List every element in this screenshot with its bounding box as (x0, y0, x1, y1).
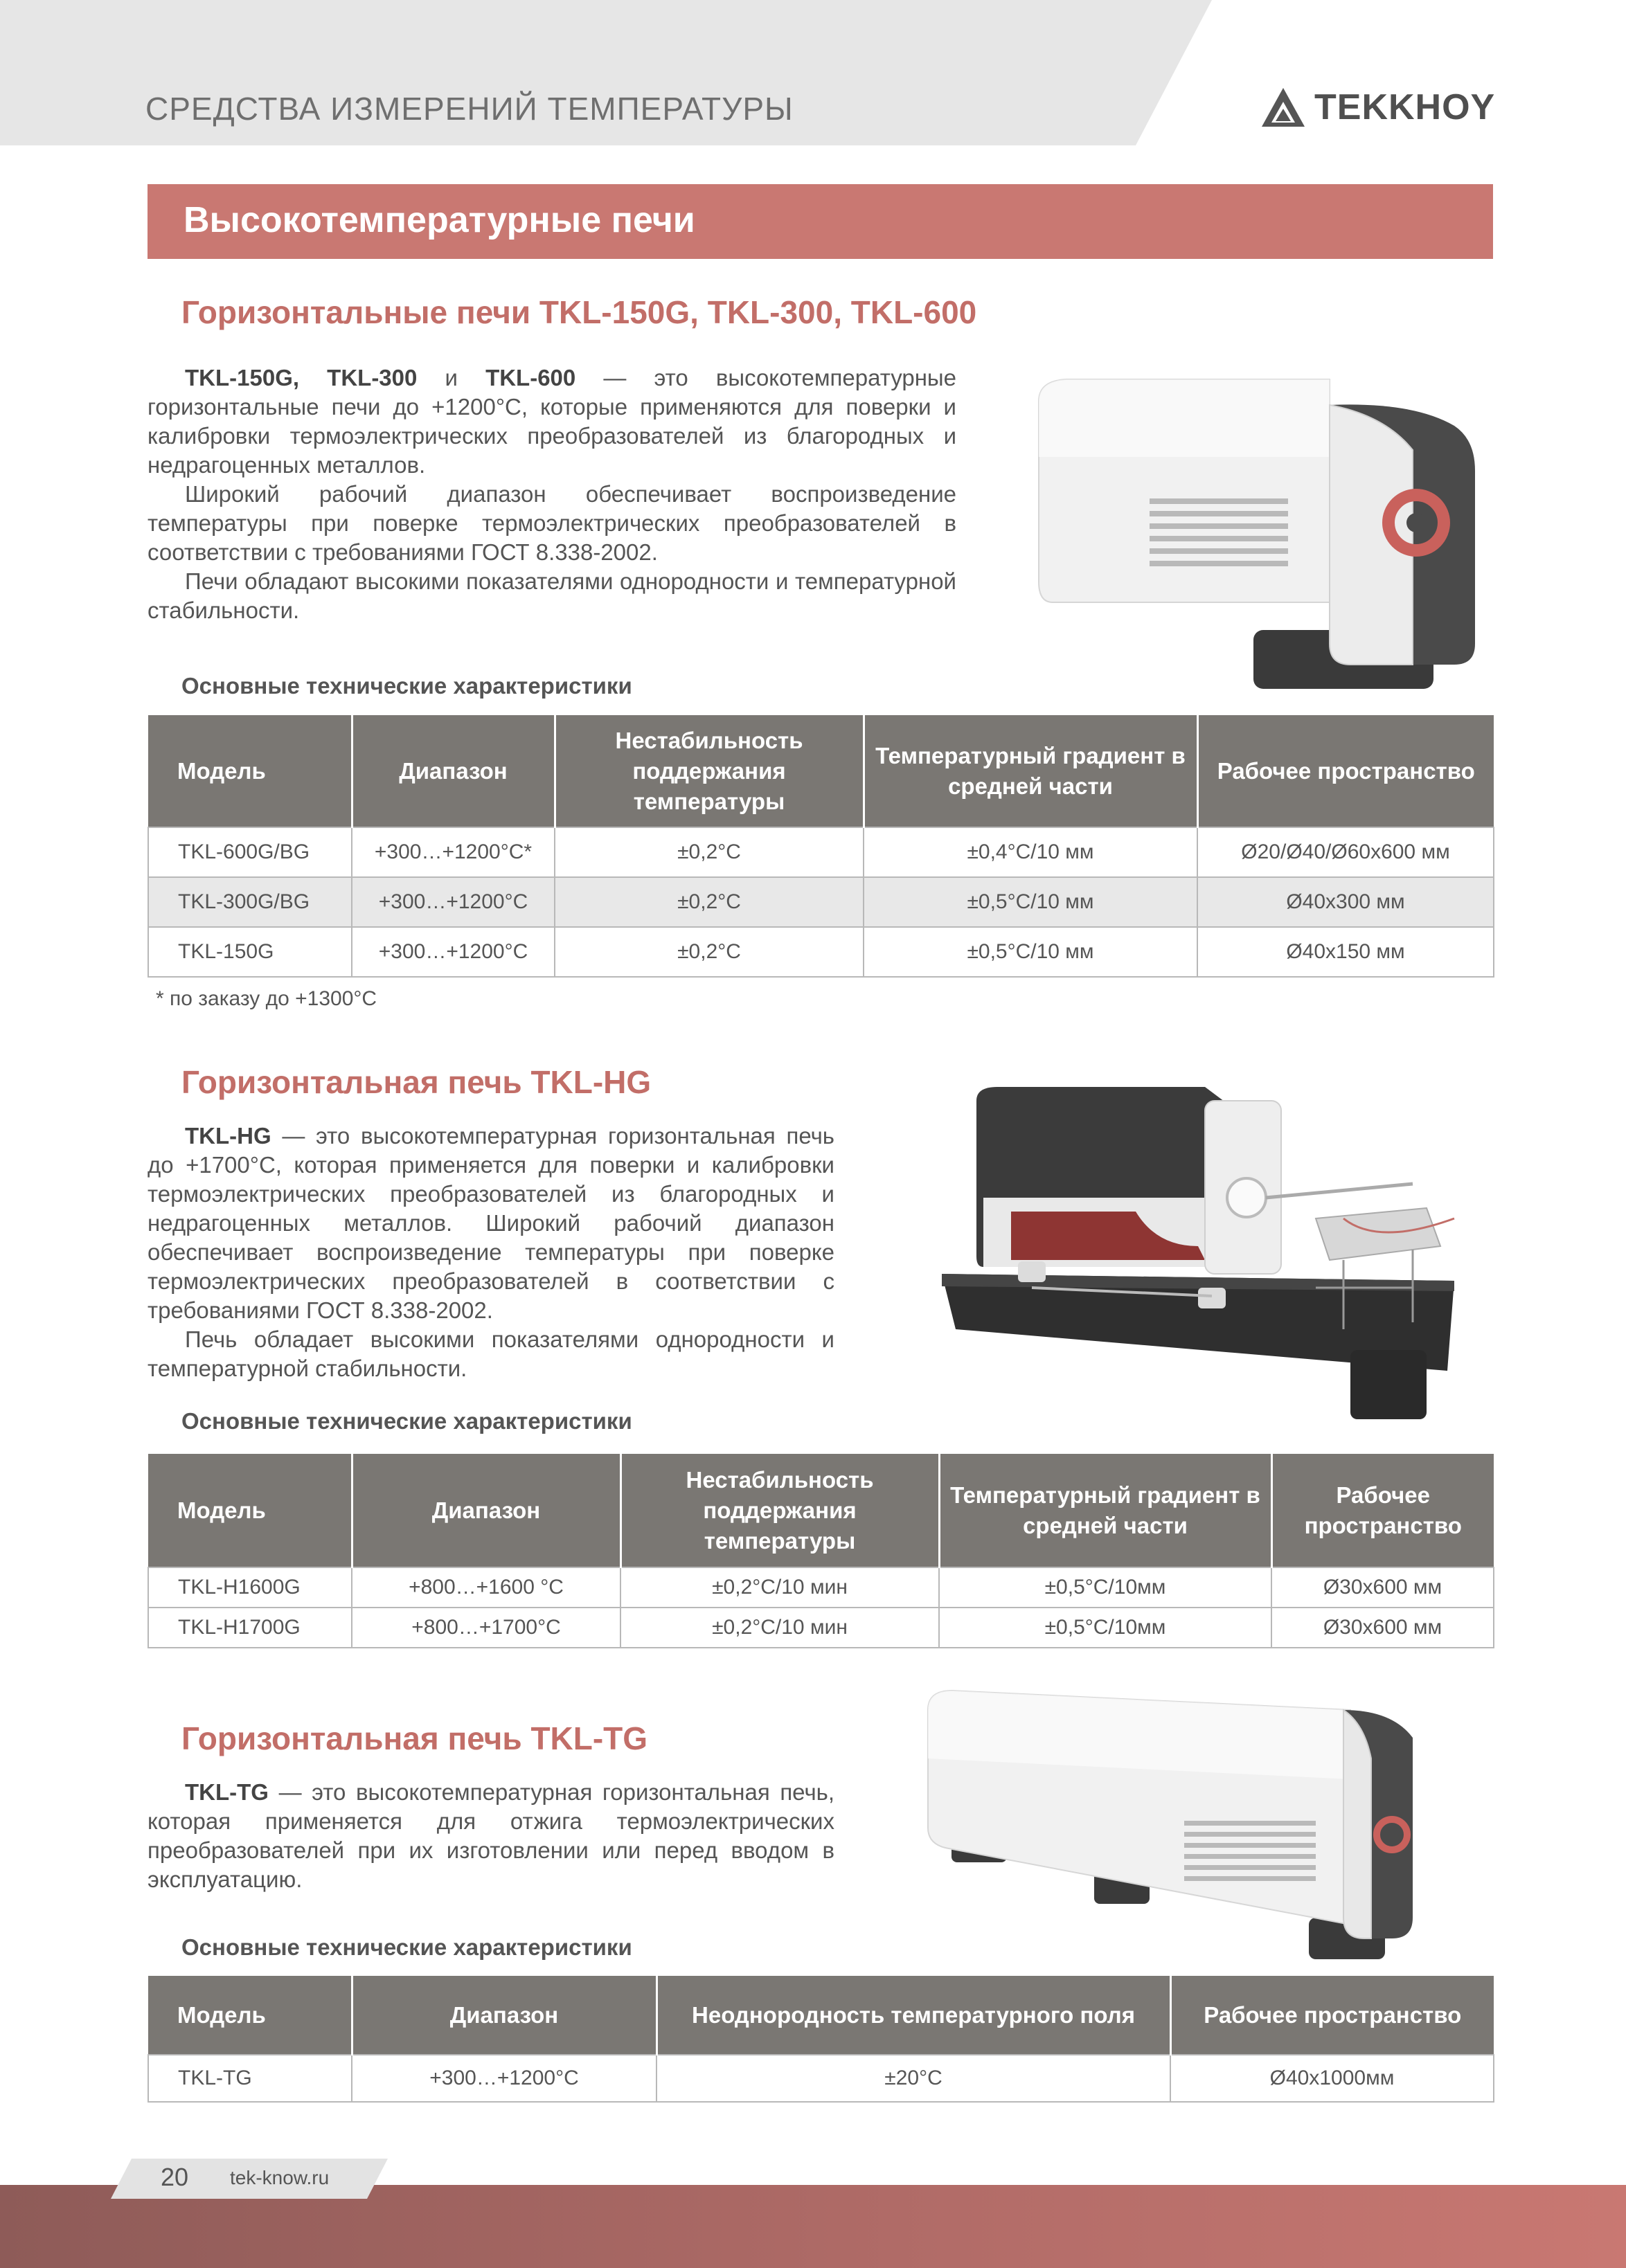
table-cell: ±0,5°С/10 мм (864, 877, 1197, 927)
column-header: Диапазон (352, 1976, 656, 2055)
table-cell: TKL-300G/BG (148, 877, 352, 927)
section2-spec-caption: Основные технические характеристики (181, 1408, 632, 1434)
table-cell: ±0,5°С/10 мм (864, 927, 1197, 977)
table-cell: Ø20/Ø40/Ø60х600 мм (1197, 827, 1494, 877)
section2-title: Горизонтальная печь TKL-HG (181, 1064, 652, 1100)
table-cell: ±0,2°С/10 мин (620, 1608, 939, 1648)
table-footnote: * по заказу до +1300°С (156, 987, 377, 1010)
section1-spec-table (148, 715, 1494, 978)
table-cell: Ø30х600 мм (1271, 1567, 1494, 1608)
column-header: Нестабильность поддержания температуры (555, 715, 864, 827)
table-cell: ±0,5°С/10мм (939, 1567, 1271, 1608)
table-cell: Ø40х300 мм (1197, 877, 1494, 927)
table-cell: +300…+1200°С (352, 2055, 656, 2102)
table-cell: TKL-H1700G (148, 1608, 352, 1648)
table-cell: ±0,2°С/10 мин (620, 1567, 939, 1608)
table-cell: TKL-TG (148, 2055, 352, 2102)
section1-text (148, 363, 956, 625)
furnace-tkl-tg-image (921, 1682, 1447, 1973)
table-cell: ±0,2°С (555, 877, 864, 927)
table-cell: +300…+1200°С (352, 877, 555, 927)
section1-paragraph-3: Печи обладают высокими показателями однородности и температурной стабильности. (148, 568, 956, 623)
table-cell: Ø40х150 мм (1197, 927, 1494, 977)
table-header-row (148, 715, 1494, 827)
column-header: Модель (148, 1454, 352, 1567)
section-banner (148, 184, 1493, 259)
section3-paragraph-1 (148, 1778, 834, 1894)
table-cell: +800…+1700°С (352, 1608, 620, 1648)
section2-spec-table (148, 1454, 1494, 1648)
table-header-row (148, 1976, 1494, 2055)
conjunction: и (445, 365, 458, 390)
page-number: 20 (161, 2163, 189, 2191)
table-cell: ±0,5°С/10мм (939, 1608, 1271, 1648)
table-row (148, 927, 1494, 977)
paragraph-text: — это высокотемпературная горизонтальная печь до +1700°С, которая применяется для поверки и калибровки термоэлектрических преобразователей из благородных и недрагоценных металлов. Широкий рабочий диапазон обеспечивает воспроизведение температуры при поверке термоэлектрических преобразователей в соответствии с требованиями ГОСТ 8.338-2002. (148, 1123, 834, 1323)
column-header: Модель (148, 1976, 352, 2055)
page-header-title: СРЕДСТВА ИЗМЕРЕНИЙ ТЕМПЕРАТУРЫ (145, 91, 794, 127)
section1-spec-caption: Основные технические характеристики (181, 673, 632, 699)
table-row (148, 1608, 1494, 1648)
column-header: Температурный градиент в средней части (939, 1454, 1271, 1567)
paragraph-text: — это высокотемпературная горизонтальная печь, которая применяется для отжига термоэлектрических преобразователей при их изготовлении или перед вводом в эксплуатацию. (148, 1779, 834, 1892)
section3-spec-table (148, 1976, 1494, 2103)
paragraph-text: — это высокотемпературные горизонтальные печи до +1200°С, которые применяются для поверки и калибровки термоэлектрических преобразователей из благородных и недрагоценных металлов. (148, 365, 956, 478)
table-cell: ±0,2°С (555, 827, 864, 877)
table-cell: ±0,4°С/10 мм (864, 827, 1197, 877)
company-logo (1260, 83, 1495, 132)
table-cell: ±20°С (656, 2055, 1170, 2102)
model-name: TKL-HG (185, 1123, 271, 1149)
table-cell: +300…+1200°С* (352, 827, 555, 877)
table-cell: TKL-600G/BG (148, 827, 352, 877)
table-header-row (148, 1454, 1494, 1567)
section3-spec-caption: Основные технические характеристики (181, 1934, 632, 1960)
model-name: TKL-300 (327, 365, 418, 390)
column-header: Модель (148, 715, 352, 827)
furnace-tkl-600-image (1025, 374, 1496, 692)
table-row (148, 2055, 1494, 2102)
column-header: Диапазон (352, 715, 555, 827)
section1-paragraph-1 (148, 363, 956, 480)
table-cell: +800…+1600 °С (352, 1567, 620, 1608)
section1-title: Горизонтальные печи TKL-150G, TKL-300, TKL-600 (181, 294, 977, 330)
section2-paragraph-1 (148, 1122, 834, 1325)
section3-text (148, 1778, 834, 1894)
section2-paragraph-2: Печь обладает высокими показателями однородности и температурной стабильности. (148, 1326, 834, 1381)
banner-title: Высокотемпературные печи (184, 200, 695, 240)
table-cell: Ø30х600 мм (1271, 1608, 1494, 1648)
logo-triangle-icon (1260, 87, 1306, 128)
table-cell: +300…+1200°С (352, 927, 555, 977)
section3-title: Горизонтальная печь TKL-TG (181, 1720, 648, 1756)
model-name: TKL-TG (185, 1779, 269, 1805)
logo-text: TEKKHOY (1314, 87, 1496, 127)
column-header: Неоднородность температурного поля (656, 1976, 1170, 2055)
model-name: TKL-150G, (185, 365, 300, 390)
column-header: Рабочее пространство (1170, 1976, 1494, 2055)
column-header: Температурный градиент в средней части (864, 715, 1197, 827)
section2-text (148, 1122, 834, 1383)
table-row (148, 827, 1494, 877)
table-cell: TKL-H1600G (148, 1567, 352, 1608)
column-header: Рабочее пространство (1271, 1454, 1494, 1567)
table-cell: TKL-150G (148, 927, 352, 977)
column-header: Нестабильность поддержания температуры (620, 1454, 939, 1567)
column-header: Рабочее пространство (1197, 715, 1494, 827)
model-name: TKL-600 (485, 365, 576, 390)
column-header: Диапазон (352, 1454, 620, 1567)
section1-paragraph-2: Широкий рабочий диапазон обеспечивает воспроизведение температуры при поверке термоэлектрических преобразователей в соответствии с требованиями ГОСТ 8.338-2002. (148, 481, 956, 565)
table-row (148, 877, 1494, 927)
furnace-tkl-hg-image (928, 1080, 1482, 1440)
table-row (148, 1567, 1494, 1608)
table-cell: ±0,2°С (555, 927, 864, 977)
website-link[interactable]: tek-know.ru (230, 2167, 330, 2188)
table-cell: Ø40х1000мм (1170, 2055, 1494, 2102)
